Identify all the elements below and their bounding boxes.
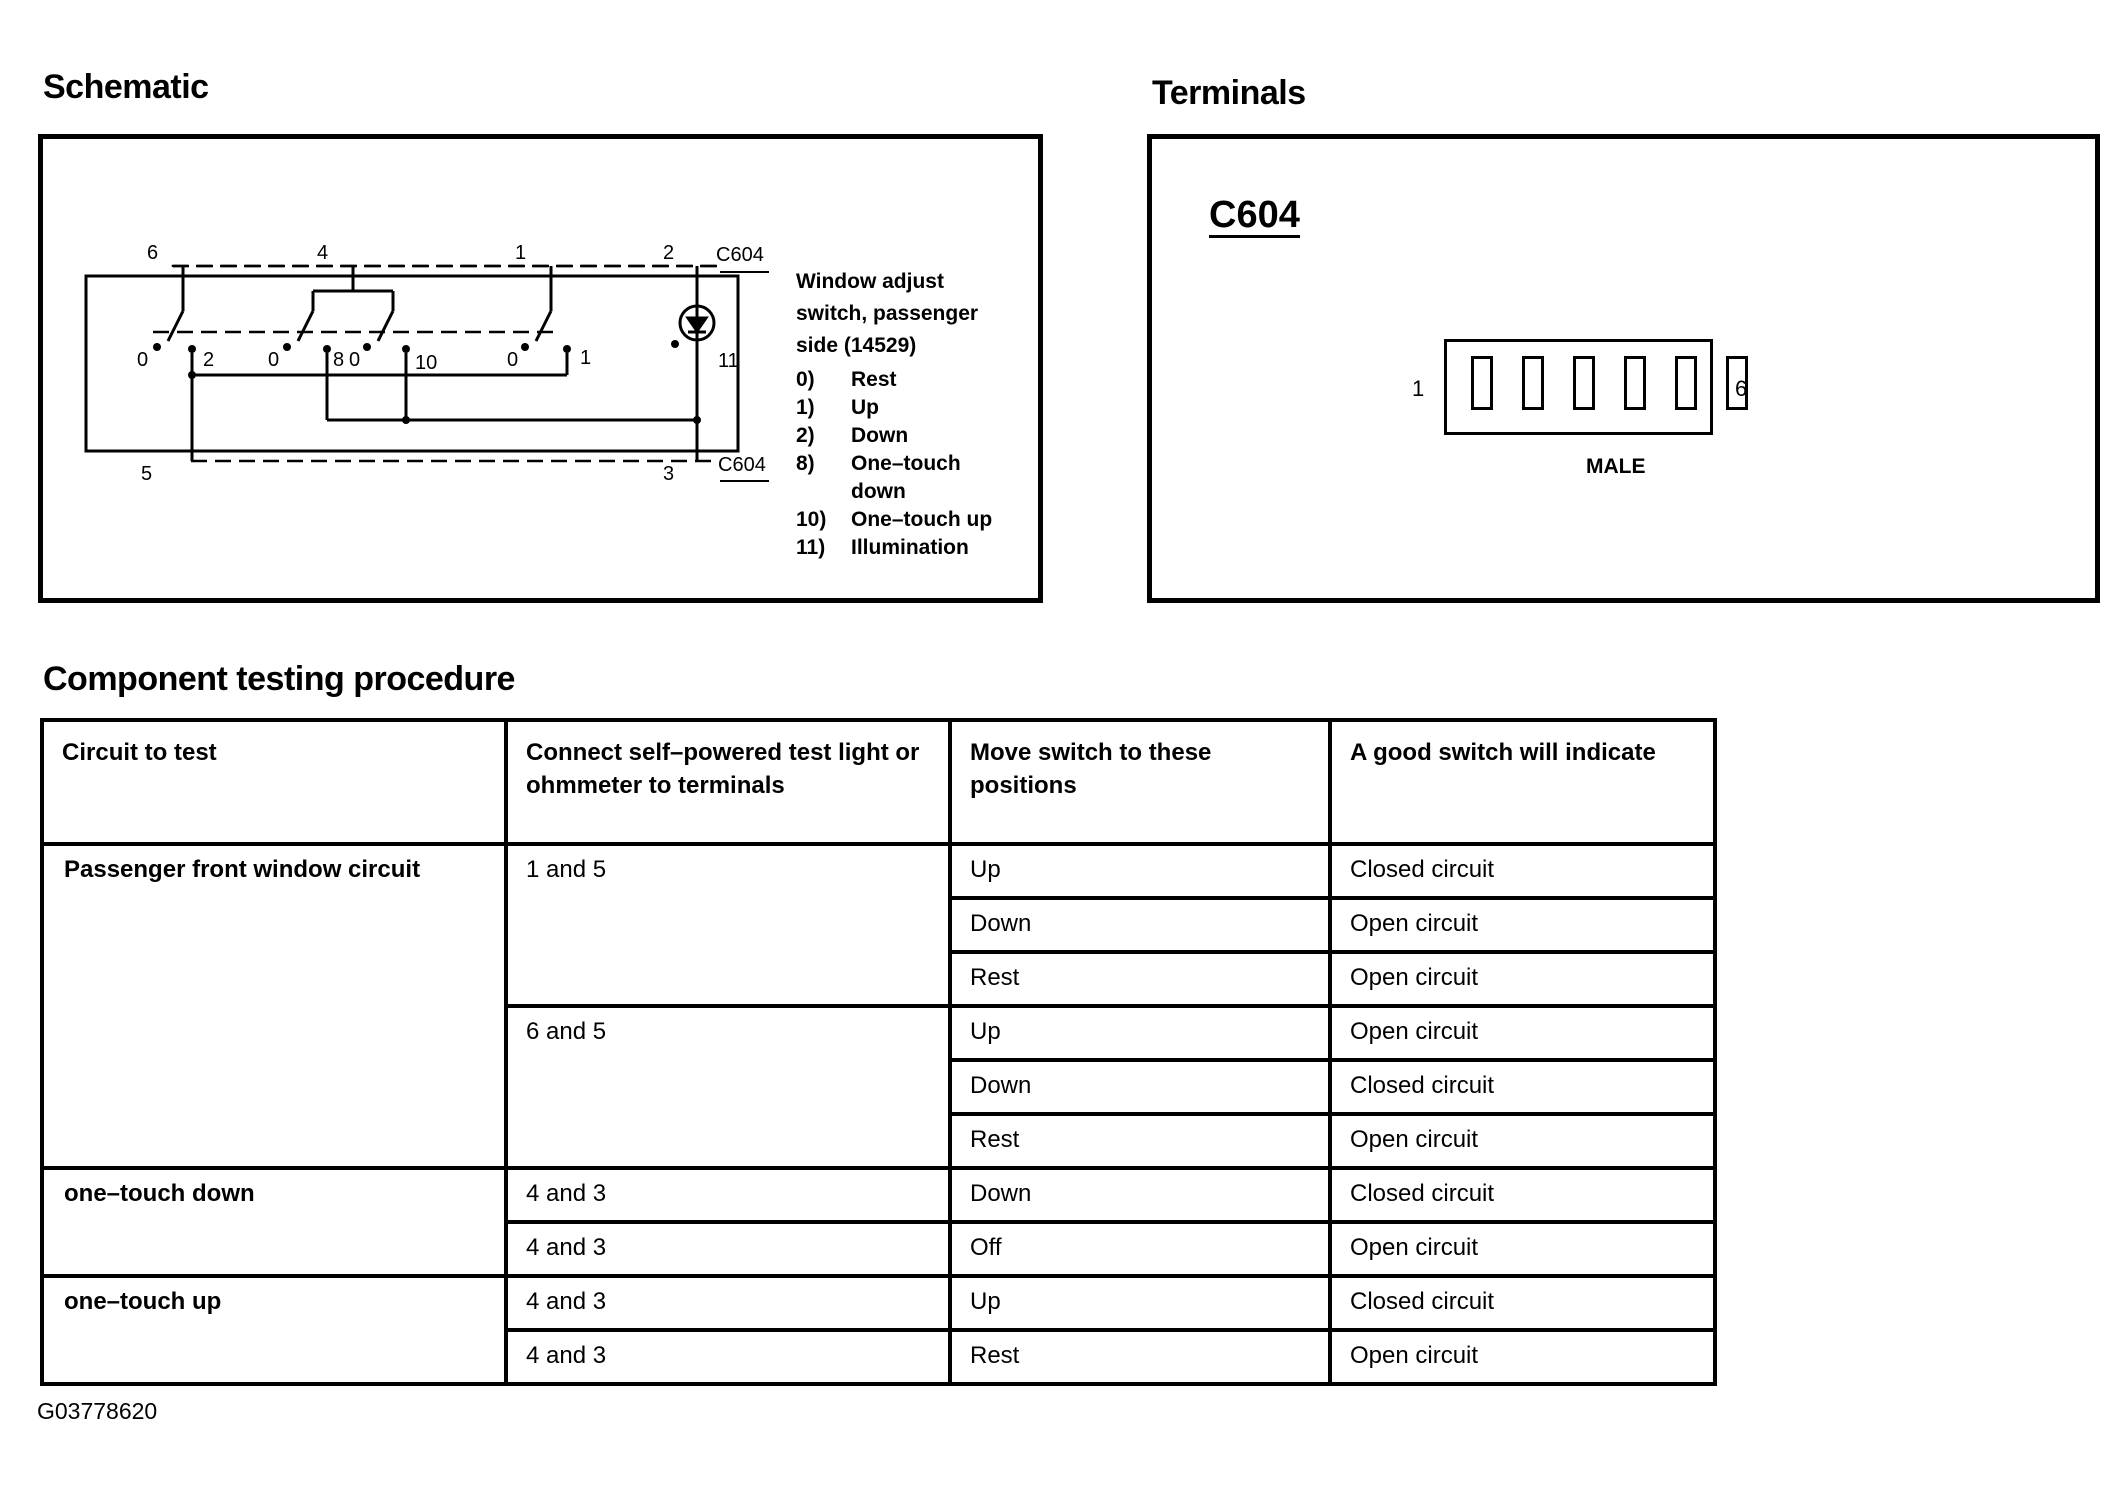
connector-gender: MALE [1586, 455, 1646, 478]
terminals-cell: 4 and 3 [506, 1168, 950, 1222]
legend-number: 11) [796, 536, 826, 559]
result-cell: Open circuit [1330, 1222, 1715, 1276]
testing-table [40, 718, 1717, 1386]
header-terminals: Connect self–powered test light or ohmmeter to terminals [506, 720, 950, 844]
contact-label: 2 [203, 349, 215, 371]
switch-blade-1 [536, 311, 551, 341]
position-cell: Up [950, 1276, 1330, 1330]
contact-dot [521, 343, 529, 351]
contact-label: 1 [580, 347, 592, 369]
result-cell: Open circuit [1330, 898, 1715, 952]
junction-dot [693, 416, 701, 424]
result-cell: Open circuit [1330, 1114, 1715, 1168]
connector-face [1444, 339, 1713, 435]
pin-first-label: 1 [1412, 376, 1425, 401]
contact-dot [323, 345, 331, 353]
table-row [42, 844, 1715, 898]
result-cell: Open circuit [1330, 1330, 1715, 1384]
connector-pin [1675, 356, 1697, 410]
legend-number: 1) [796, 396, 815, 419]
junction-dot [671, 340, 679, 348]
terminal-3-label: 3 [663, 463, 675, 485]
contact-label: 0 [349, 349, 361, 371]
position-cell: Rest [950, 1330, 1330, 1384]
table-row [42, 1168, 1715, 1222]
result-cell: Open circuit [1330, 1006, 1715, 1060]
table-row [42, 1276, 1715, 1330]
position-cell: Up [950, 844, 1330, 898]
result-cell: Closed circuit [1330, 1168, 1715, 1222]
connector-top-label: C604 [716, 244, 764, 266]
contact-dot [153, 343, 161, 351]
connector-pin [1471, 356, 1493, 410]
contact-label: 8 [333, 349, 345, 371]
legend-number: 0) [796, 368, 815, 391]
terminals-cell: 6 and 5 [506, 1006, 950, 1168]
pin-last-label: 6 [1735, 376, 1748, 401]
circuit-cell: one–touch up [42, 1276, 506, 1384]
result-cell: Closed circuit [1330, 1060, 1715, 1114]
legend-desc: One–touch down [851, 452, 961, 503]
contact-label: 0 [137, 349, 149, 371]
legend-number: 10) [796, 508, 827, 531]
circuit-cell: one–touch down [42, 1168, 506, 1276]
switch-blade-6 [168, 311, 183, 341]
component-description: Window adjust switch, passenger side (14529) [796, 270, 979, 357]
connector-id: C604 [1209, 194, 1300, 236]
contact-dot [363, 343, 371, 351]
position-cell: Off [950, 1222, 1330, 1276]
switch-blade-8 [298, 311, 313, 341]
switch-blade-10 [378, 311, 393, 341]
header-result: A good switch will indicate [1330, 720, 1715, 844]
position-cell: Down [950, 898, 1330, 952]
terminal-2-label: 2 [663, 242, 675, 264]
connector-pin [1522, 356, 1544, 410]
terminal-6-label: 6 [147, 242, 159, 264]
contact-label: 0 [268, 349, 280, 371]
contact-dot [563, 345, 571, 353]
schematic-panel [38, 134, 1043, 603]
table-header-row [42, 720, 1715, 844]
legend-desc: Up [851, 396, 879, 419]
connector-bottom-label: C604 [718, 454, 766, 476]
legend-desc: One–touch up [851, 508, 993, 531]
terminals-cell: 4 and 3 [506, 1330, 950, 1384]
terminals-title: Terminals [1152, 74, 1306, 112]
result-cell: Closed circuit [1330, 844, 1715, 898]
schematic-legend [796, 270, 1006, 562]
legend-desc: Rest [851, 368, 897, 391]
legend-desc: Illumination [851, 536, 969, 559]
junction-dot [402, 416, 410, 424]
legend-number: 8) [796, 452, 815, 475]
figure-id: G03778620 [37, 1398, 158, 1424]
position-cell: Up [950, 1006, 1330, 1060]
terminal-4-label: 4 [317, 242, 329, 264]
connector-pin [1624, 356, 1646, 410]
position-cell: Down [950, 1168, 1330, 1222]
position-cell: Down [950, 1060, 1330, 1114]
legend-number: 2) [796, 424, 815, 447]
terminals-cell: 4 and 3 [506, 1276, 950, 1330]
contact-dot [283, 343, 291, 351]
header-positions: Move switch to these positions [950, 720, 1330, 844]
position-cell: Rest [950, 952, 1330, 1006]
header-circuit: Circuit to test [42, 720, 506, 844]
testing-title: Component testing procedure [43, 660, 515, 698]
schematic-title: Schematic [43, 68, 209, 106]
circuit-cell: Passenger front window circuit [42, 844, 506, 1168]
contact-dot [188, 345, 196, 353]
junction-dot [188, 371, 196, 379]
connector-pin [1573, 356, 1595, 410]
contact-label: 0 [507, 349, 519, 371]
result-cell: Closed circuit [1330, 1276, 1715, 1330]
contact-dot [402, 345, 410, 353]
terminals-panel [1147, 134, 2100, 603]
terminal-1-label: 1 [515, 242, 527, 264]
lamp-label: 11 [718, 350, 739, 372]
terminal-5-label: 5 [141, 463, 153, 485]
terminals-cell: 1 and 5 [506, 844, 950, 1006]
contact-label: 10 [415, 352, 438, 374]
terminals-cell: 4 and 3 [506, 1222, 950, 1276]
legend-desc: Down [851, 424, 909, 447]
position-cell: Rest [950, 1114, 1330, 1168]
result-cell: Open circuit [1330, 952, 1715, 1006]
